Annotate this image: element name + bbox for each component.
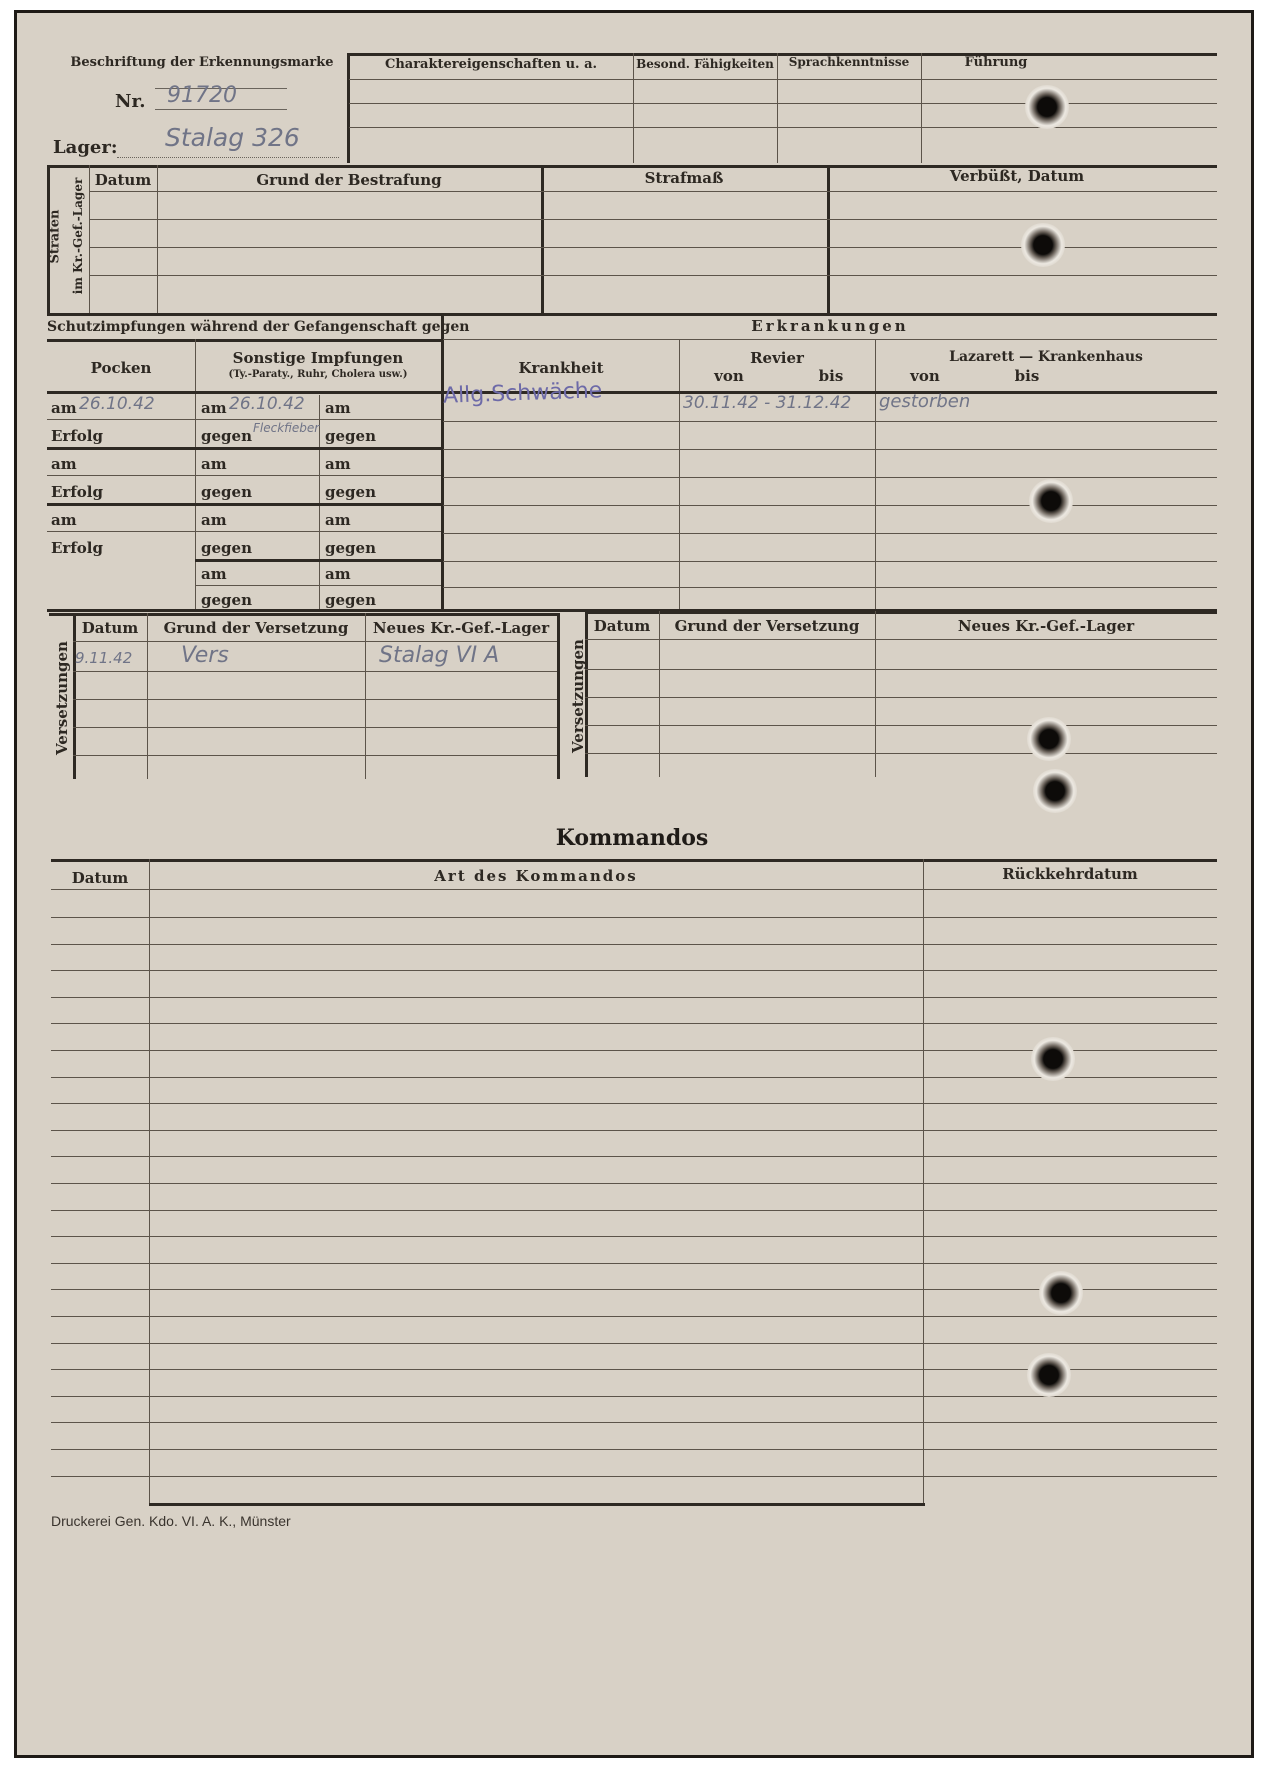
lager-label: Lager:	[53, 137, 118, 158]
ruled-line	[51, 1183, 1217, 1184]
ruled-line	[51, 1023, 1217, 1024]
ruled-line	[51, 970, 1217, 971]
pocken-row-am-3: am	[51, 511, 77, 529]
ruled-line	[51, 1236, 1217, 1237]
pocken-row-am-1: am	[51, 399, 77, 417]
pocken-row-erfolg-3: Erfolg	[51, 539, 103, 557]
strafen-side-label: Strafen	[47, 209, 63, 264]
versetzungen-right-header-grund: Grund der Versetzung	[674, 617, 860, 635]
kommandos-header-rueckkehr: Rückkehrdatum	[1002, 865, 1138, 883]
sonstige-gegen-value: Fleckfieber	[253, 421, 320, 435]
erkrankungen-header-revier: Revier	[750, 349, 804, 367]
versetzungen-left-header-datum: Datum	[81, 619, 139, 637]
revier-entry: 30.11.42 - 31.12.42	[683, 393, 852, 413]
erkrankungen-title: Erkrankungen	[751, 317, 909, 335]
personnel-card	[14, 10, 1254, 1758]
impfungen-title: Schutzimpfungen während der Gefangenschaft gegen	[47, 319, 470, 335]
strafen-header-grund: Grund der Bestrafung	[256, 171, 442, 189]
header-fuehrung: Führung	[964, 55, 1028, 70]
strafen-side-label-2: im Kr.-Gef.-Lager	[71, 177, 85, 295]
versetzungen-left-header-lager: Neues Kr.-Gef.-Lager	[372, 619, 550, 637]
pocken-date: 26.10.42	[79, 394, 155, 414]
erkrankungen-header-krankheit: Krankheit	[518, 359, 604, 377]
sonstige-row-7: am	[201, 565, 227, 583]
strafen-header-verbuesst: Verbüßt, Datum	[949, 167, 1085, 185]
ruled-line	[51, 1156, 1217, 1157]
ruled-line	[51, 1422, 1217, 1423]
versetzungen-right-header-lager: Neues Kr.-Gef.-Lager	[957, 617, 1135, 635]
strafen-header-strafmass: Strafmaß	[644, 169, 724, 187]
versetzungen-left-header-grund: Grund der Versetzung	[163, 619, 349, 637]
revier-bis: bis	[818, 367, 844, 385]
sonstige-row-4: gegen	[201, 483, 252, 501]
ruled-line	[51, 1343, 1217, 1344]
sonstige-row-6: gegen	[201, 539, 252, 557]
nr-value: 91720	[167, 83, 237, 108]
lazarett-bis: bis	[1014, 367, 1040, 385]
ruled-line	[51, 944, 1217, 945]
impfungen-header-sonstige-sub: (Ty.-Paraty., Ruhr, Cholera usw.)	[228, 369, 408, 380]
kommandos-header-art: Art des Kommandos	[434, 867, 638, 885]
punch-hole	[1021, 223, 1065, 267]
impfungen-header-pocken: Pocken	[90, 359, 152, 377]
revier-von: von	[714, 367, 744, 385]
sonstige-date: 26.10.42	[229, 394, 305, 414]
versetzung-lager-entry: Stalag VI A	[379, 643, 500, 668]
ruled-line	[51, 1263, 1217, 1264]
versetzungen-right-header-datum: Datum	[593, 617, 651, 635]
ruled-line	[51, 1316, 1217, 1317]
kommandos-title: Kommandos	[555, 825, 709, 851]
impfungen-header-sonstige: Sonstige Impfungen	[232, 349, 404, 367]
ruled-line	[51, 1210, 1217, 1211]
punch-hole	[1025, 85, 1069, 129]
lazarett-entry: gestorben	[879, 391, 971, 412]
sonstige-row-3: am	[201, 455, 227, 473]
versetzung-datum-entry: 9.11.42	[75, 649, 133, 667]
pocken-row-am-2: am	[51, 455, 77, 473]
krankheit-stamp: Allg.Schwäche	[442, 378, 603, 409]
lazarett-von: von	[910, 367, 940, 385]
sonstige2-row-8: gegen	[325, 591, 376, 609]
punch-hole	[1029, 479, 1073, 523]
ruled-line	[51, 1130, 1217, 1131]
punch-hole	[1031, 1037, 1075, 1081]
id-tag-title: Beschriftung der Erkennungsmarke	[70, 55, 334, 70]
strafen-header-datum: Datum	[94, 171, 152, 189]
erkrankungen-header-lazarett: Lazarett — Krankenhaus	[949, 349, 1143, 365]
ruled-line	[51, 997, 1217, 998]
header-sprachkenntnisse: Sprachkenntnisse	[788, 55, 910, 69]
versetzungen-side-label-right: Versetzungen	[569, 639, 587, 753]
punch-hole	[1027, 717, 1071, 761]
versetzung-grund-entry: Vers	[181, 643, 229, 668]
punch-hole	[1033, 769, 1077, 813]
lager-dotted-line	[117, 157, 339, 158]
ruled-line	[51, 1449, 1217, 1450]
sonstige2-row-1: am	[325, 399, 351, 417]
ruled-line	[51, 1103, 1217, 1104]
punch-hole	[1039, 1271, 1083, 1315]
kommandos-header-datum: Datum	[71, 869, 129, 887]
header-charaktereigenschaften: Charaktereigenschaften u. a.	[384, 57, 598, 72]
sonstige2-row-7: am	[325, 565, 351, 583]
sonstige2-row-5: am	[325, 511, 351, 529]
nr-label: Nr.	[115, 91, 146, 112]
ruled-line	[51, 1476, 1217, 1477]
sonstige-row-5: am	[201, 511, 227, 529]
sonstige2-row-4: gegen	[325, 483, 376, 501]
pocken-row-erfolg-1: Erfolg	[51, 427, 103, 445]
sonstige-row-2: gegen	[201, 427, 252, 445]
ruled-line	[51, 917, 1217, 918]
versetzungen-side-label-left: Versetzungen	[53, 641, 71, 755]
header-faehigkeiten: Besond. Fähigkeiten	[636, 57, 774, 71]
printer-footer: Druckerei Gen. Kdo. VI. A. K., Münster	[51, 1513, 291, 1529]
punch-hole	[1027, 1353, 1071, 1397]
sonstige2-row-6: gegen	[325, 539, 376, 557]
sonstige-row-1: am	[201, 399, 227, 417]
sonstige2-row-2: gegen	[325, 427, 376, 445]
lager-value: Stalag 326	[165, 123, 300, 152]
sonstige-row-8: gegen	[201, 591, 252, 609]
pocken-row-erfolg-2: Erfolg	[51, 483, 103, 501]
sonstige2-row-3: am	[325, 455, 351, 473]
